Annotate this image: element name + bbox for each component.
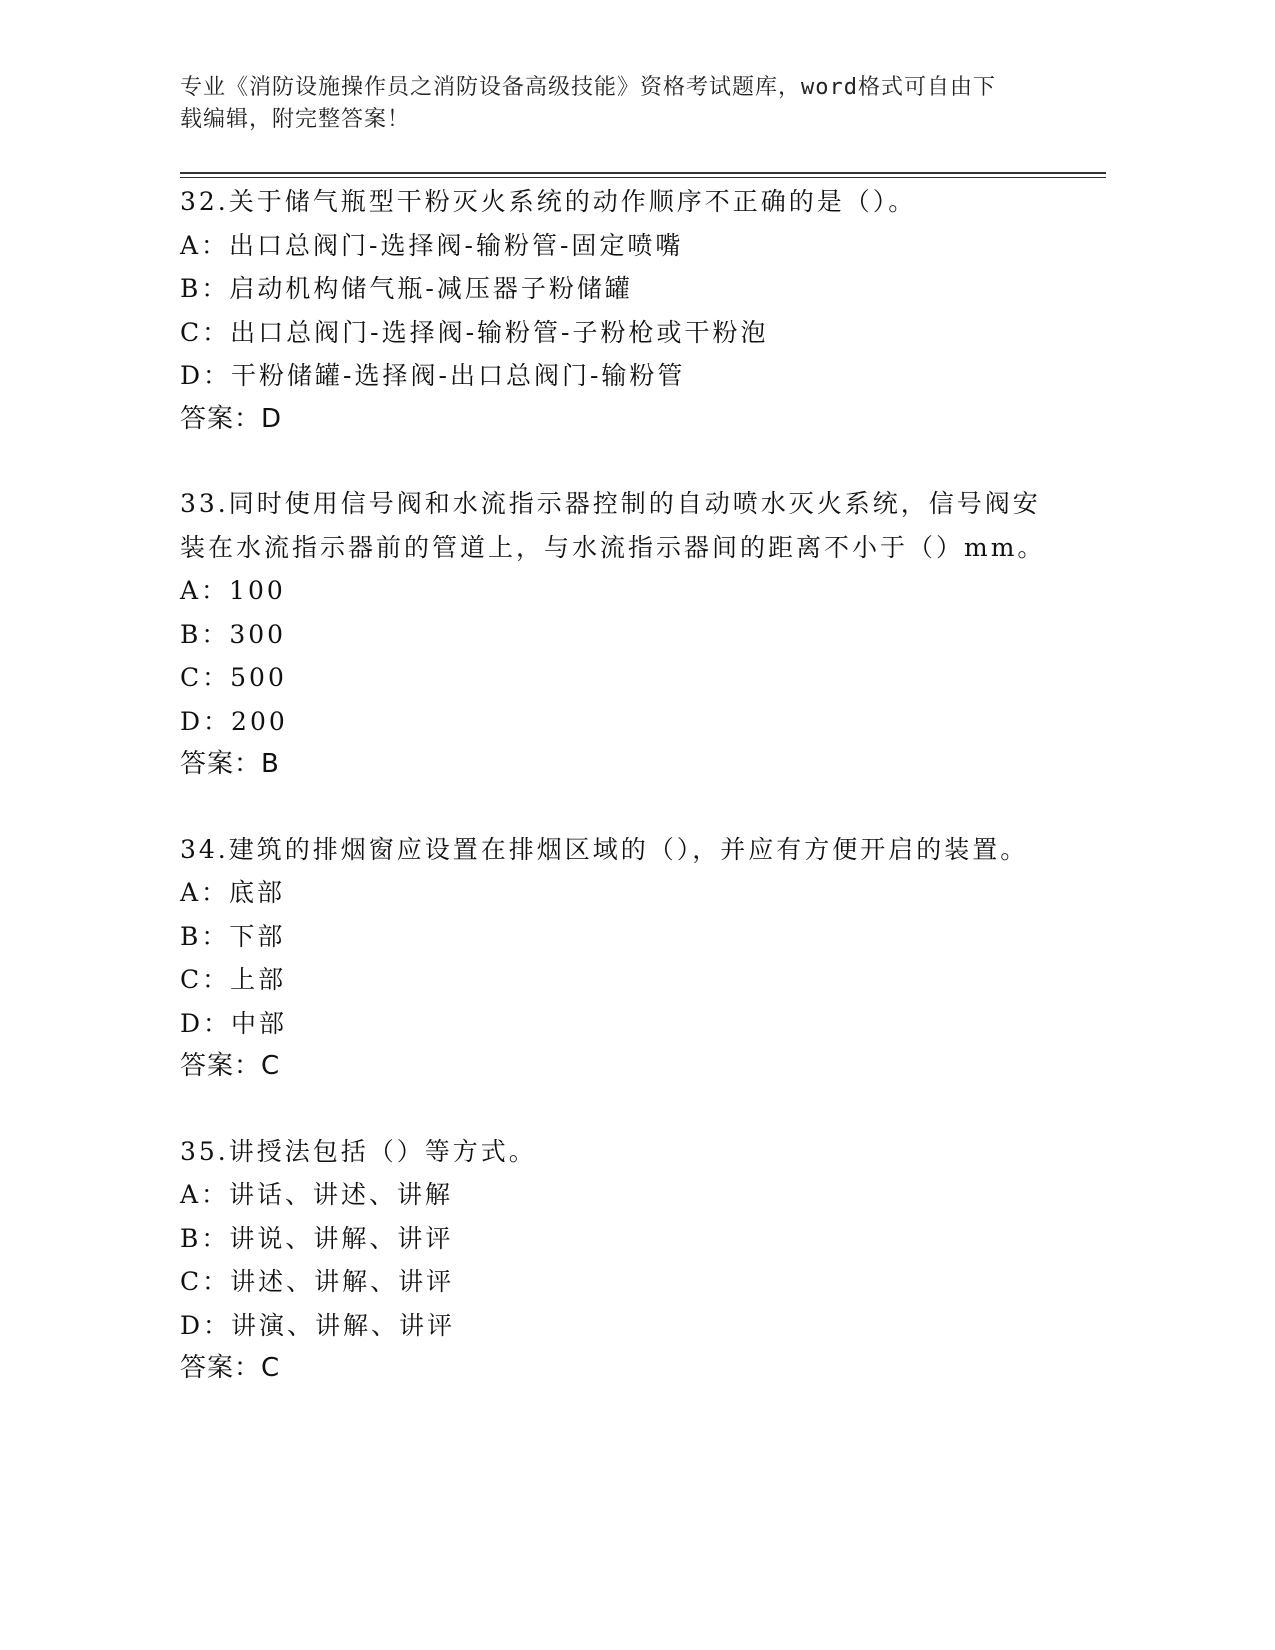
- answer-line: 答案：C: [180, 1353, 281, 1383]
- question-35: [180, 1130, 1080, 1391]
- option-c: C：500: [180, 663, 287, 692]
- option-d: D：干粉储罐-选择阀-出口总阀门-输粉管: [180, 361, 686, 390]
- header-divider-thin: [180, 177, 1106, 178]
- header-line: 专业《消防设施操作员之消防设备高级技能》资格考试题库，word格式可自由下: [180, 75, 996, 100]
- question-33: [180, 482, 1080, 787]
- question-stem: 32.关于储气瓶型干粉灭火系统的动作顺序不正确的是（）。: [180, 187, 917, 216]
- question-stem: 34.建筑的排烟窗应设置在排烟区域的（），并应有方便开启的装置。: [180, 834, 1029, 864]
- question-34: [180, 828, 1080, 1089]
- option-d: D：中部: [180, 1008, 288, 1038]
- option-c: C：出口总阀门-选择阀-输粉管-子粉枪或干粉泡: [180, 317, 769, 347]
- option-a: A：出口总阀门-选择阀-输粉管-固定喷嘴: [180, 230, 684, 260]
- option-a: A：100: [180, 576, 286, 605]
- option-c: C：讲述、讲解、讲评: [180, 1267, 455, 1296]
- question-list: [180, 180, 1080, 1432]
- header-line: 载编辑，附完整答案！: [180, 107, 411, 132]
- document-header: [180, 72, 1040, 136]
- question-stem: 35.讲授法包括（）等方式。: [180, 1136, 537, 1166]
- option-c: C：上部: [180, 965, 287, 994]
- option-a: A：讲话、讲述、讲解: [180, 1180, 454, 1209]
- option-b: B：启动机构储气瓶-减压器子粉储罐: [180, 274, 633, 303]
- question-stem: 33.同时使用信号阀和水流指示器控制的自动喷水灭火系统，信号阀安: [180, 489, 1041, 518]
- question-32: [180, 180, 1080, 441]
- option-a: A：底部: [180, 878, 286, 907]
- option-b: B：下部: [180, 921, 286, 951]
- answer-line: 答案：B: [180, 749, 280, 779]
- option-b: B：讲说、讲解、讲评: [180, 1223, 454, 1253]
- answer-line: 答案：C: [180, 1051, 281, 1081]
- option-d: D：200: [180, 706, 288, 736]
- answer-line: 答案：D: [180, 403, 283, 434]
- question-stem-continued: 装在水流指示器前的管道上，与水流指示器间的距离不小于（）mm。: [180, 532, 1046, 562]
- option-d: D：讲演、讲解、讲评: [180, 1310, 456, 1340]
- option-b: B：300: [180, 619, 287, 649]
- header-divider: [180, 172, 1106, 174]
